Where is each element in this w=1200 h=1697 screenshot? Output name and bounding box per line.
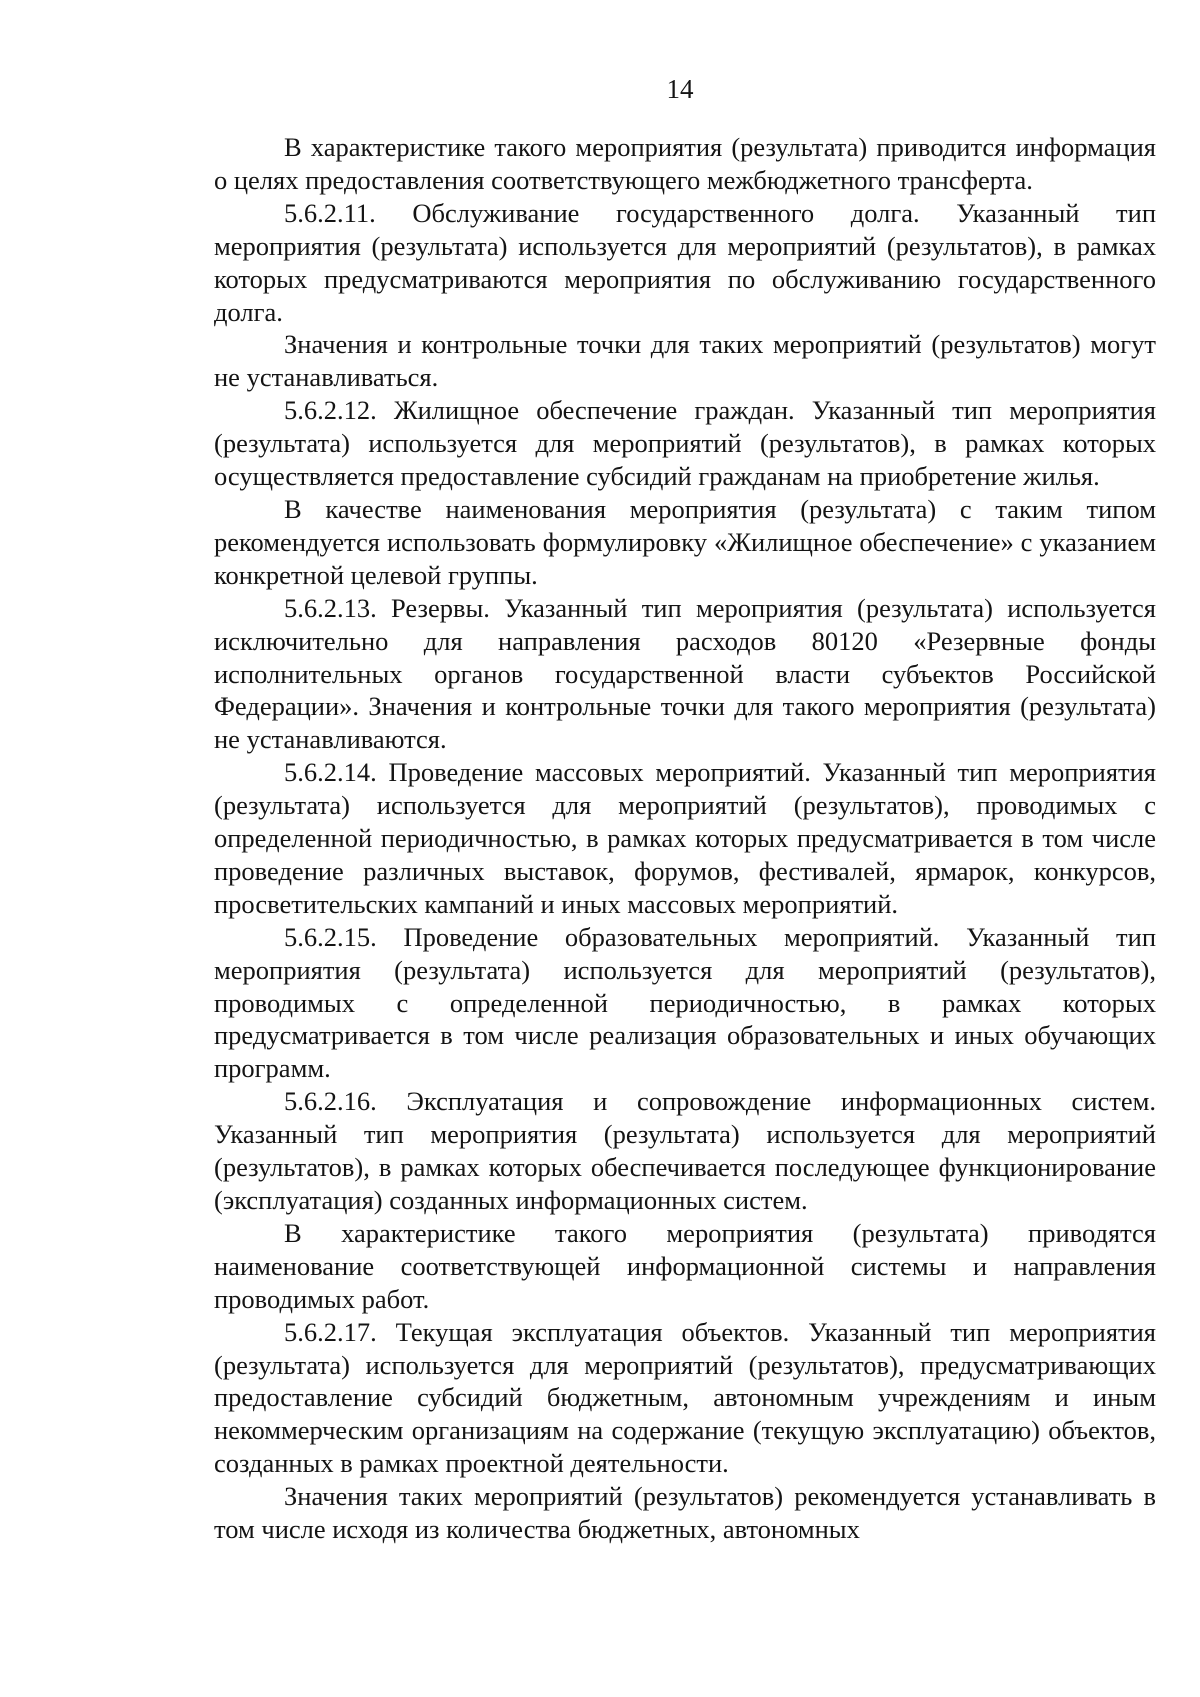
paragraph-intro-characteristic: В характеристике такого мероприятия (результата) приводится информация о целях предоставления соответствующего межбюджетного трансферта. — [214, 132, 1156, 195]
paragraph-5-6-2-15: 5.6.2.15. Проведение образовательных мероприятий. Указанный тип мероприятия (результата) используется для мероприятий (результатов), проводимых с определенной периодичностью, в рамках которых предусматривается в том числе реализация образовательных и иных обучающих программ. — [214, 921, 1156, 1084]
paragraph-5-6-2-11: 5.6.2.11. Обслуживание государственного долга. Указанный тип мероприятия (результата) используется для мероприятий (результатов), в рамках которых предусматриваются мероприятия по обслуживанию государственного долга. — [214, 197, 1156, 327]
paragraph-5-6-2-13: 5.6.2.13. Резервы. Указанный тип мероприятия (результата) используется исключительно для направления расходов 80120 «Резервные фонды исполнительных органов государственной власти субъектов Российской Федерации». Значения и контрольные точки для такого мероприятия (результата) не устанавливаются. — [214, 592, 1156, 755]
paragraph-values-not-set: Значения и контрольные точки для таких мероприятий (результатов) могут не устанавливаться. — [214, 329, 1156, 393]
paragraph-5-6-2-14: 5.6.2.14. Проведение массовых мероприятий. Указанный тип мероприятия (результата) используется для мероприятий (результатов), проводимых с определенной периодичностью, в рамках которых предусматривается в том числе проведение различных выставок, форумов, фестивалей, ярмарок, конкурсов, просветительских кампаний и иных массовых мероприятий. — [214, 757, 1156, 919]
paragraph-5-6-2-16: 5.6.2.16. Эксплуатация и сопровождение информационных систем. Указанный тип мероприятия (результата) используется для мероприятий (результатов), в рамках которых обеспечивается последующее функционирование (эксплуатация) созданных информационных систем. — [214, 1086, 1156, 1215]
paragraph-5-6-2-17: 5.6.2.17. Текущая эксплуатация объектов. Указанный тип мероприятия (результата) используется для мероприятий (результатов), предусматривающих предоставление субсидий бюджетным, автономным учреждениям и иным некоммерческим организациям на содержание (текущую эксплуатацию) объектов, созданных в рамках проектной деятельности. — [214, 1316, 1156, 1479]
paragraph-naming-recommendation: В качестве наименования мероприятия (результата) с таким типом рекомендуется использовать формулировку «Жилищное обеспечение» с указанием конкретной целевой группы. — [214, 493, 1156, 590]
document-body — [214, 131, 1156, 1546]
paragraph-values-recommendation: Значения таких мероприятий (результатов) рекомендуется устанавливать в том числе исходя из количества бюджетных, автономных — [214, 1481, 1156, 1545]
paragraph-5-6-2-12: 5.6.2.12. Жилищное обеспечение граждан. Указанный тип мероприятия (результата) используется для мероприятий (результатов), в рамках которых осуществляется предоставление субсидий гражданам на приобретение жилья. — [214, 395, 1156, 492]
paragraph-info-system-characteristic: В характеристике такого мероприятия (результата) приводятся наименование соответствующей информационной системы и направления проводимых работ. — [214, 1217, 1156, 1314]
page-number: 14 — [666, 74, 694, 104]
